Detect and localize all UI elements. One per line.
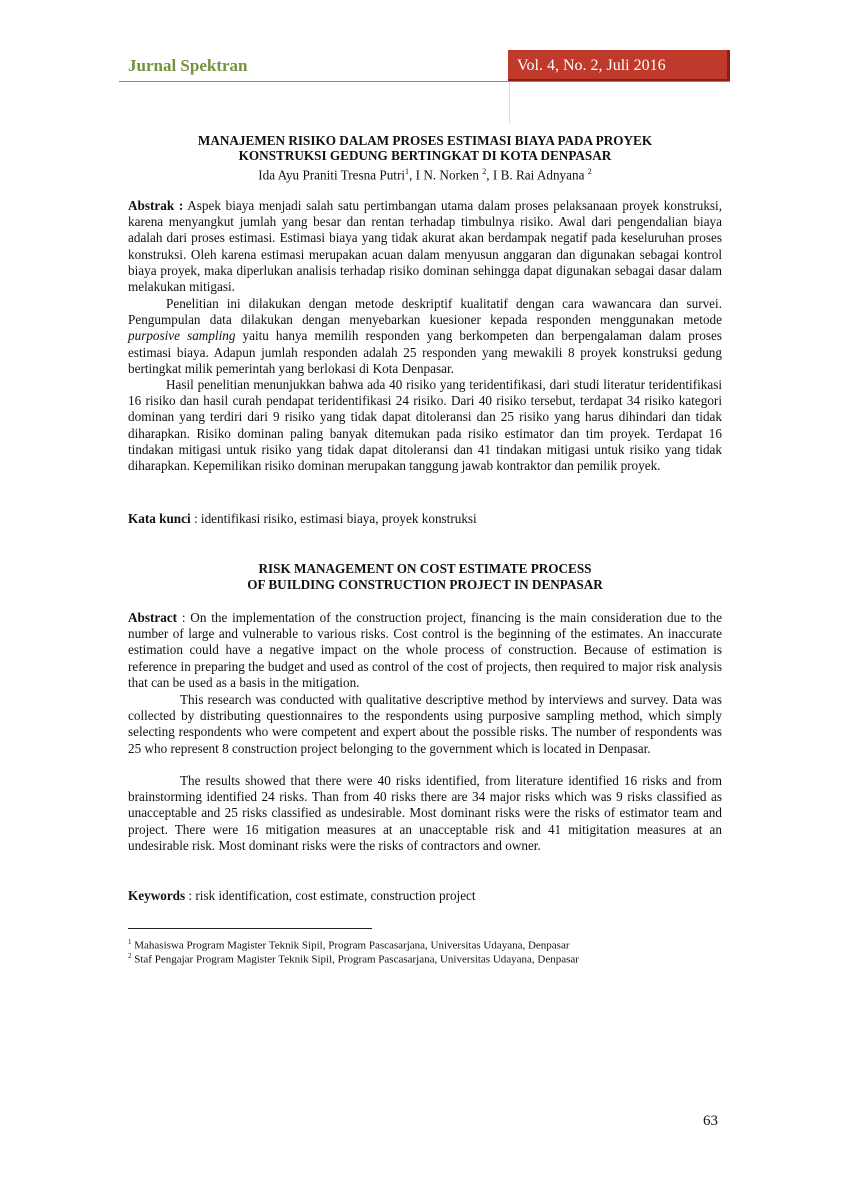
abstract-paragraph-1 [128, 610, 722, 691]
kata-kunci-text: : identifikasi risiko, estimasi biaya, proyek konstruksi [190, 511, 477, 526]
abstrak-label: Abstrak : [128, 198, 184, 213]
page-number: 63 [703, 1113, 718, 1129]
author-3: , I B. Rai Adnyana [486, 167, 588, 183]
author-1: Ida Ayu Praniti Tresna Putri [258, 167, 406, 183]
id-title-line2: KONSTRUKSI GEDUNG BERTINGKAT DI KOTA DENPASAR [238, 148, 612, 163]
author-2-mark: 2 [482, 167, 487, 176]
abstract-label: Abstract [128, 610, 178, 625]
volume-badge: Vol. 4, No. 2, Juli 2016 [508, 50, 730, 81]
abstrak-paragraph-3: Hasil penelitian menunjukkan bahwa ada 40 risiko yang teridentifikasi, dari studi literatur teridentifikasi 16 risiko dan hasil curah pendapat teridentifikasi 24 risiko. Dari 40 risiko tersebut, terdapat 34 risiko kategori dominan yang terdiri dari 9 risiko yang tidak dapat ditoleransi dan 25 risiko yang harus dihindari dan tidak diharapkan. Risiko dominan paling banyak ditemukan pada risiko estimator dan tim proyek. Terdapat 16 tindakan mitigasi untuk risiko yang tidak dapat ditoleransi dan 41 tindakan mitigasi untuk risiko yang tidak diharapkan. Kepemilikan risiko dominan merupakan tanggung jawab kontraktor dan pemilik proyek. [128, 377, 722, 474]
abstract-paragraph-3: The results showed that there were 40 risks identified, from literature identified 16 risks and from brainstorming identified 24 risks. Than from 40 risks there are 34 major risks which was 9 risks classified as unacceptable and 25 risks classified as undesirable. Most dominant risks were the risks of estimator team and project. There were 16 mitigation measures at an unacceptable risk and 41 mitigitation measures at an undesirable risk. Most dominant risks were the risks of contractors and owner. [128, 773, 722, 853]
footnote-1-text: Mahasiswa Program Magister Teknik Sipil, Program Pascasarjana, Universitas Udayana, Denpasar [131, 939, 570, 952]
en-title-line1: RISK MANAGEMENT ON COST ESTIMATE PROCESS [258, 561, 592, 576]
footnote-2 [128, 950, 579, 967]
abstrak-paragraph-2 [128, 296, 722, 377]
abstrak-text-2a: Penelitian ini dilakukan dengan metode deskriptif kualitatif dengan cara wawancara dan survei. Pengumpulan data dilakukan dengan menyebarkan kuesioner kepada responden menggunakan metode [128, 296, 722, 328]
footnote-2-mark: 2 [128, 952, 132, 960]
author-2: , I N. Norken [409, 167, 483, 183]
abstrak-text-2b: yaitu hanya memilih responden yang berkompeten dan berpengalaman dalam proses estimasi biaya. Adapun jumlah responden adalah 25 responden yang mewakili 8 proyek konstruksi gedung bertingkat milik pemerintah yang berlokasi di Kota Denpasar. [128, 328, 722, 376]
author-list [128, 164, 722, 182]
author-1-mark: 1 [405, 167, 410, 176]
abstrak-paragraph-1 [128, 198, 722, 295]
keywords [128, 888, 722, 904]
footnote-2-text: Staf Pengajar Program Magister Teknik Sipil, Program Pascasarjana, Universitas Udayana, Denpasar [131, 953, 579, 966]
footnote-divider [128, 928, 372, 929]
keywords-text: : risk identification, cost estimate, construction project [185, 888, 476, 903]
footnote-1-mark: 1 [128, 938, 132, 946]
kata-kunci-label: Kata kunci [128, 511, 191, 526]
header-divider [119, 81, 730, 82]
en-title-line2: OF BUILDING CONSTRUCTION PROJECT IN DENPASAR [247, 577, 603, 592]
abstract-text-1: : On the implementation of the construction project, financing is the main consideration due to the number of large and vulnerable to various risks. Cost control is the beginning of the estimates. An inaccurate estimation could have a negative impact on the whole process of construction. Because of estimation is reference in preparing the budget and used as control of the cost of projects, then required to major risk analysis that can be used as a basis in the mitigation. [128, 610, 722, 690]
header-vertical-divider [509, 82, 510, 124]
kata-kunci [128, 511, 722, 527]
journal-name: Jurnal Spektran [128, 56, 248, 75]
author-3-mark: 2 [587, 167, 592, 176]
abstract-paragraph-2: This research was conducted with qualitative descriptive method by interviews and survey. Data was collected by distributing questionnaires to the respondents using purposive sampling method, which simply selecting respondents who were competent and expert about the possible risks. The number of respondents was 25 who represent 8 construction project belonging to the government which is located in Denpasar. [128, 692, 722, 756]
abstrak-text-1: Aspek biaya menjadi salah satu pertimbangan utama dalam proses pelaksanaan proyek konstruksi, karena menyangkut jumlah yang besar dan rentan terhadap timbulnya risiko. Awal dari pengendalian biaya adalah dari proses estimasi. Estimasi biaya yang tidak akurat akan berdampak negatif pada keseluruhan proses konstruksi. Oleh karena estimasi merupakan acuan dalam menyusun anggaran dan digunakan sebagai kontrol biaya proyek, maka diperlukan analisis terhadap risiko dominan sehingga dapat digunakan sebagai dasar dalam melakukan mitigasi. [128, 198, 722, 295]
keywords-label: Keywords [128, 888, 186, 903]
id-title-line1: MANAJEMEN RISIKO DALAM PROSES ESTIMASI BIAYA PADA PROYEK [197, 133, 653, 148]
abstrak-text-2-italic: purposive sampling [128, 328, 236, 344]
